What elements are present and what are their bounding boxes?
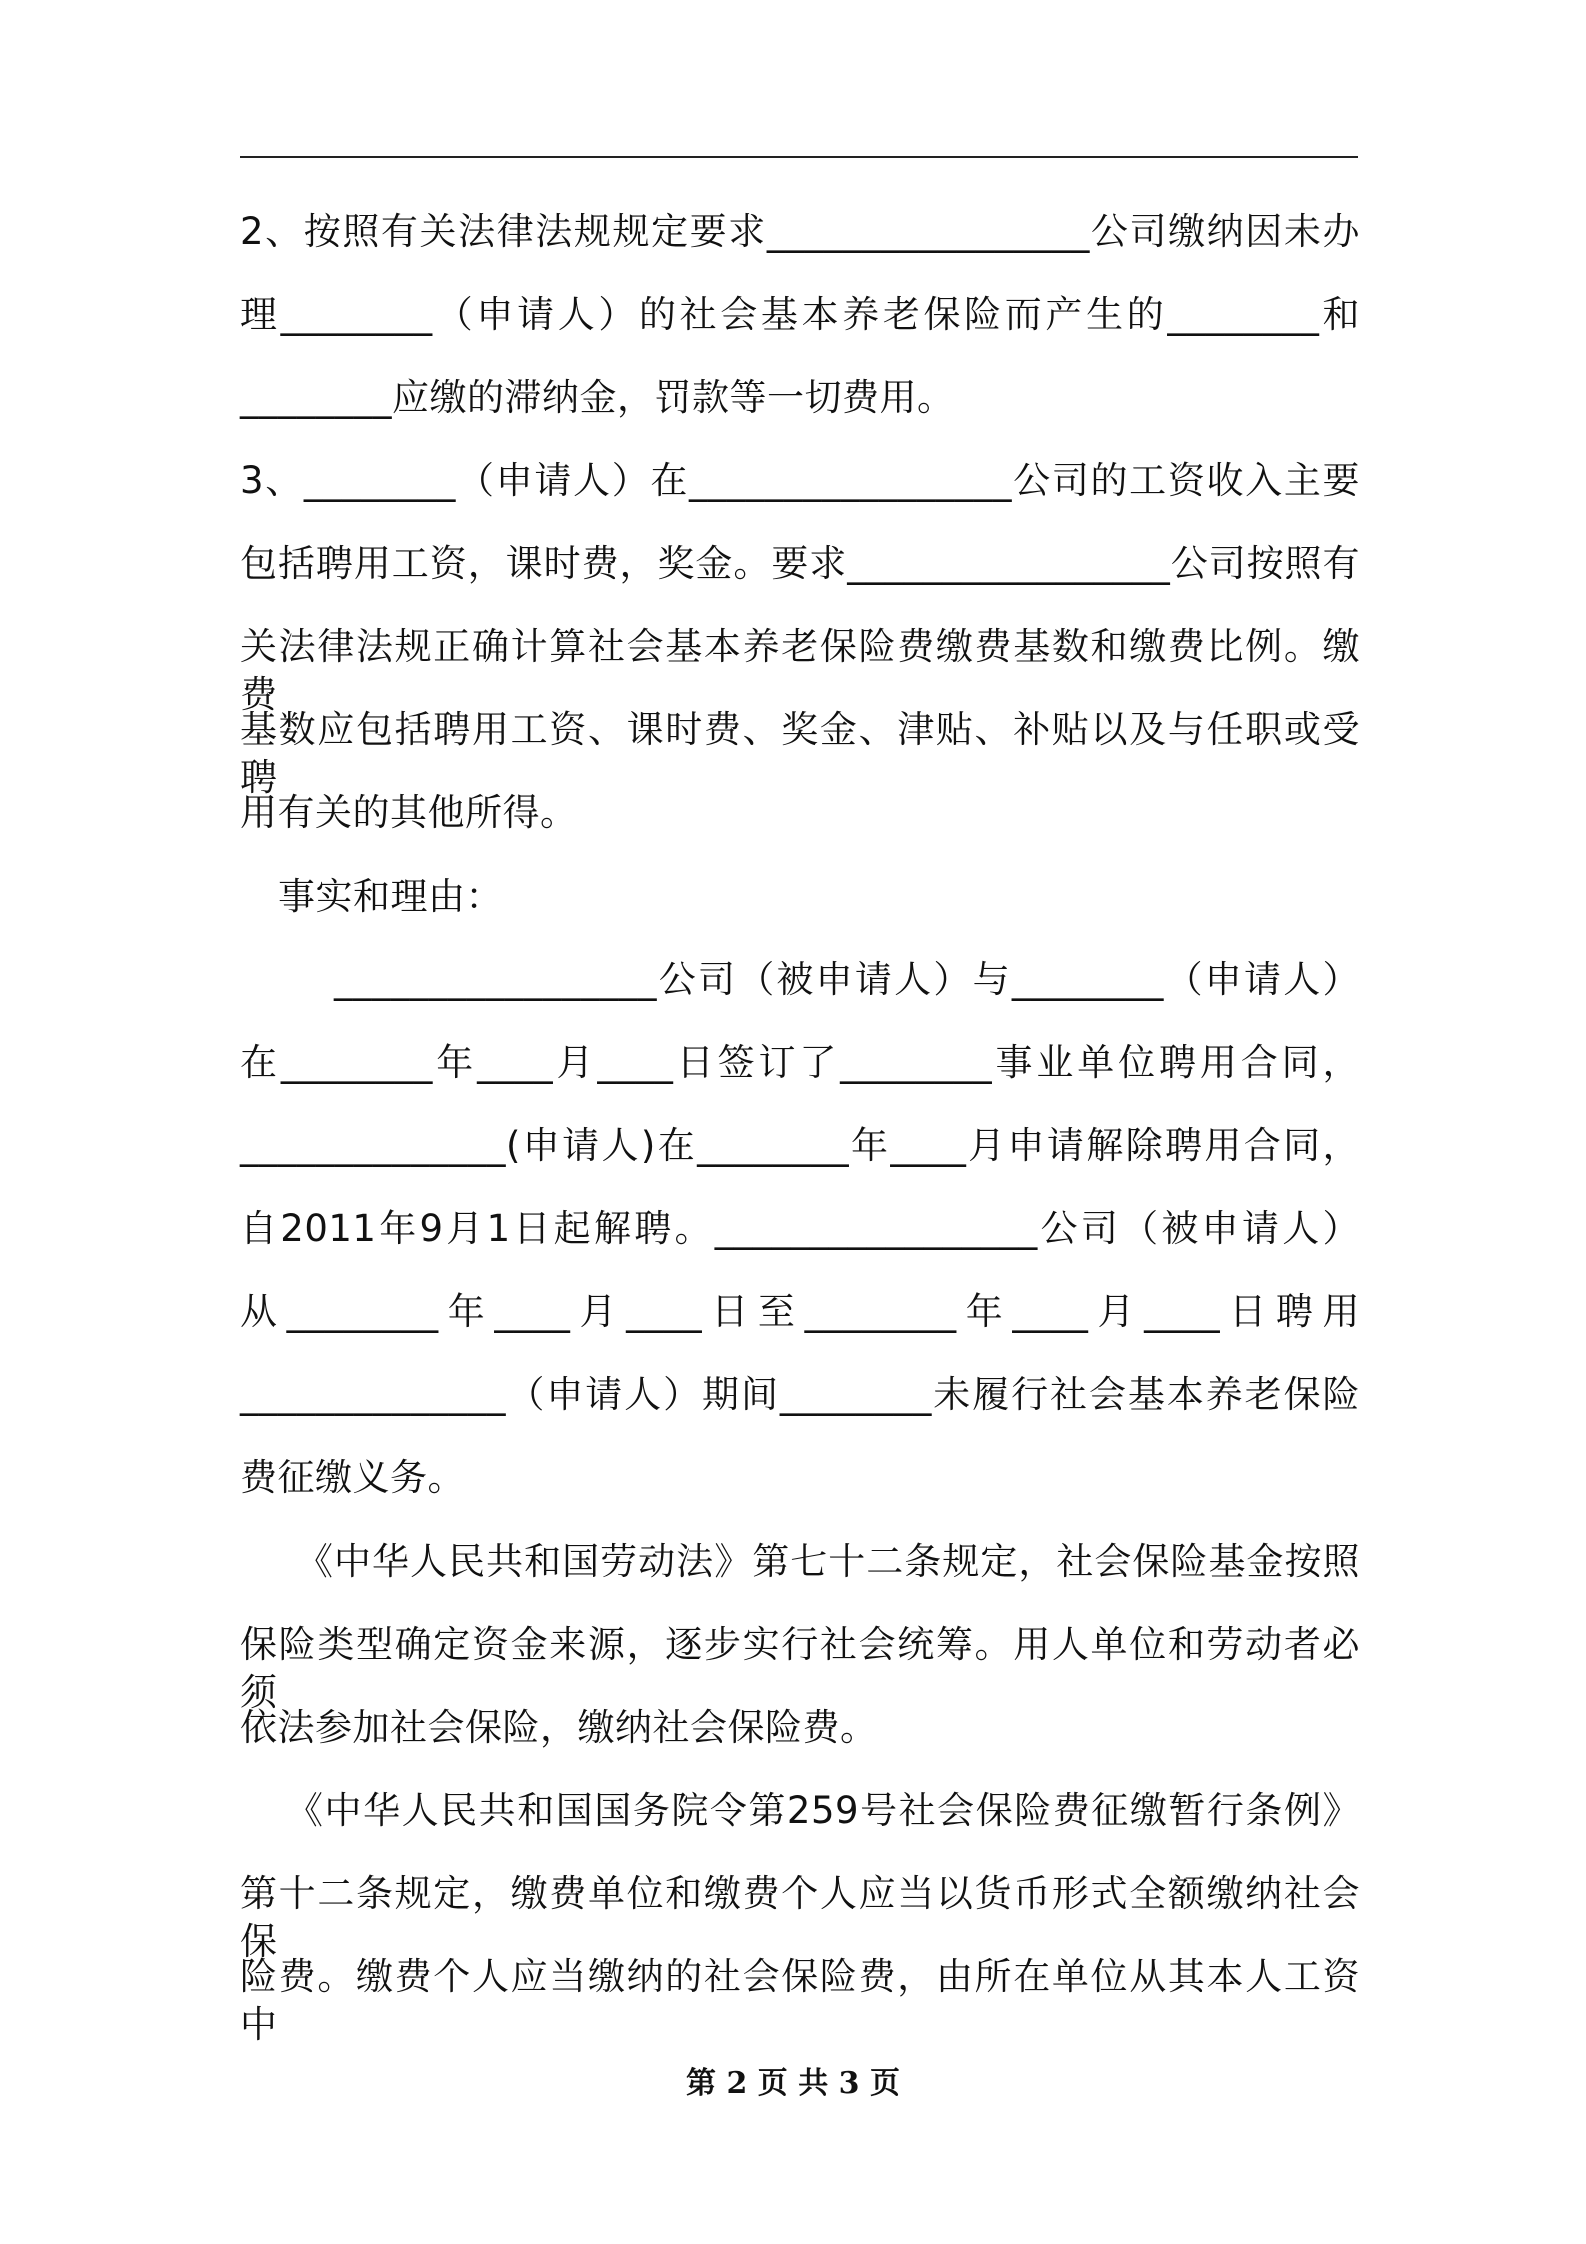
text-line: 基数应包括聘用工资、课时费、奖金、津贴、补贴以及与任职或受聘 [240, 708, 1360, 799]
text-line: 保险类型确定资金来源，逐步实行社会统筹。用人单位和劳动者必须 [240, 1623, 1360, 1714]
section-heading: 事实和理由： [278, 875, 503, 918]
text-line: 第十二条规定，缴费单位和缴费个人应当以货币形式全额缴纳社会保 [240, 1872, 1360, 1963]
text-line: 2、按照有关法律法规规定要求_________________公司缴纳因未办 [240, 210, 1360, 253]
text-line: 关法律法规正确计算社会基本养老保险费缴费基数和缴费比例。缴费 [240, 625, 1360, 716]
text-line: ________应缴的滞纳金，罚款等一切费用。 [240, 376, 955, 419]
text-line: 费征缴义务。 [240, 1456, 465, 1499]
text-line: ______________（申请人）期间________未履行社会基本养老保险 [240, 1373, 1360, 1416]
text-line: 3、________（申请人）在_________________公司的工资收入主要 [240, 459, 1360, 502]
text-line: 理________（申请人）的社会基本养老保险而产生的________和 [240, 293, 1360, 336]
text-line: 自2011年9月1日起解聘。_________________公司（被申请人） [240, 1207, 1360, 1250]
page-footer: 第 2 页 共 3 页 [686, 2066, 900, 2101]
text-line: 《中华人民共和国劳动法》第七十二条规定，社会保险基金按照 [296, 1540, 1360, 1583]
text-line: 《中华人民共和国国务院令第259号社会保险费征缴暂行条例》 [286, 1789, 1360, 1832]
text-line: 在________年____月____日签订了________事业单位聘用合同， [240, 1041, 1360, 1084]
text-line: 从________年____月____日至________年____月____日聘用 [240, 1290, 1360, 1333]
text-line: 险费。缴费个人应当缴纳的社会保险费，由所在单位从其本人工资中 [240, 1955, 1360, 2046]
text-line: 依法参加社会保险，缴纳社会保险费。 [240, 1706, 878, 1749]
text-line: 包括聘用工资，课时费，奖金。要求_________________公司按照有 [240, 542, 1360, 585]
text-line: ______________(申请人)在________年____月申请解除聘用合同， [240, 1124, 1360, 1167]
text-line: 用有关的其他所得。 [240, 791, 578, 834]
header-rule [240, 156, 1358, 158]
text-line: _________________公司（被申请人）与________（申请人） [334, 958, 1360, 1001]
